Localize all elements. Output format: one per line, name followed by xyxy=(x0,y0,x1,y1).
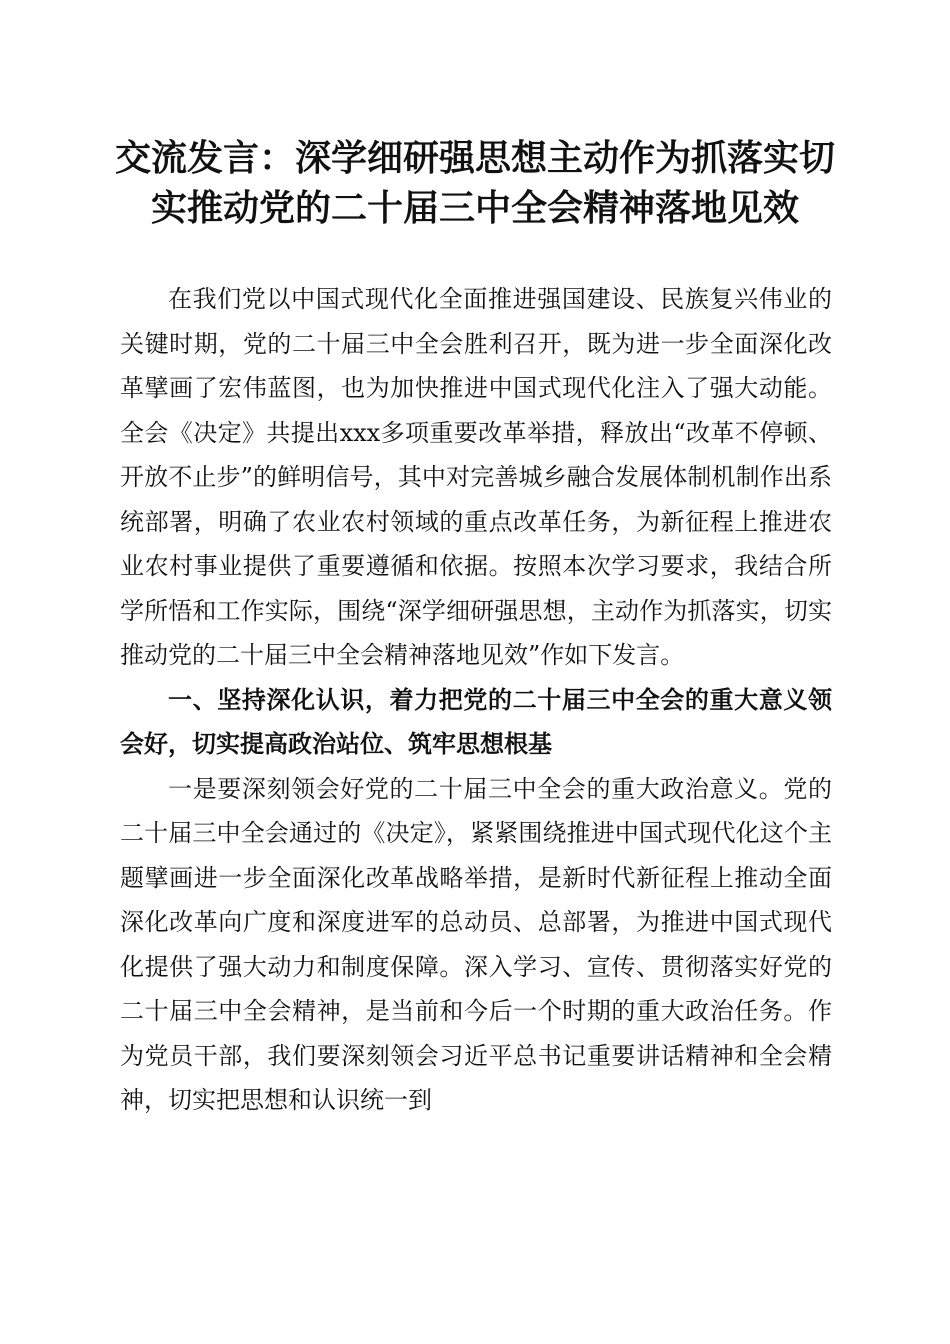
document-title-line-1: 交流发言：深学细研强思想主动作为抓落实切 xyxy=(114,137,835,179)
section-paragraph-1: 一是要深刻领会好党的二十届三中全会的重大政治意义。党的二十届三中全会通过的《决定》，紧紧围绕推进中国式现代化这个主题擘画进一步全面深化改革战略举措，是新时代新征程上推动全面深化改革向广度和深度进军的总动员、总部署，为推进中国式现代化提供了强大动力和制度保障。深入学习、宣传、贯彻落实好党的二十届三中全会精神，是当前和今后一个时期的重大政治任务。作为党员干部，我们要深刻领会习近平总书记重要讲话精神和全会精神，切实把思想和认识统一到 xyxy=(120,774,832,1114)
document-title-line-2: 实推动党的二十届三中全会精神落地见效 xyxy=(150,187,799,229)
intro-paragraph: 在我们党以中国式现代化全面推进强国建设、民族复兴伟业的关键时期，党的二十届三中全会胜利召开，既为进一步全面深化改革擘画了宏伟蓝图，也为加快推进中国式现代化注入了强大动能。全会《决定》共提出xxx多项重要改革举措，释放出“改革不停顿、开放不止步”的鲜明信号，其中对完善城乡融合发展体制机制作出系统部署，明确了农业农村领域的重点改革任务，为新征程上推进农业农村事业提供了重要遵循和依据。按照本次学习要求，我结合所学所悟和工作实际，围绕“深学细研强思想，主动作为抓落实，切实推动党的二十届三中全会精神落地见效”作如下发言。 xyxy=(120,285,832,669)
document-body xyxy=(120,277,832,1123)
section-heading-1: 一、坚持深化认识，着力把党的二十届三中全会的重大意义领会好，切实提高政治站位、筑牢思想根基 xyxy=(120,685,832,758)
